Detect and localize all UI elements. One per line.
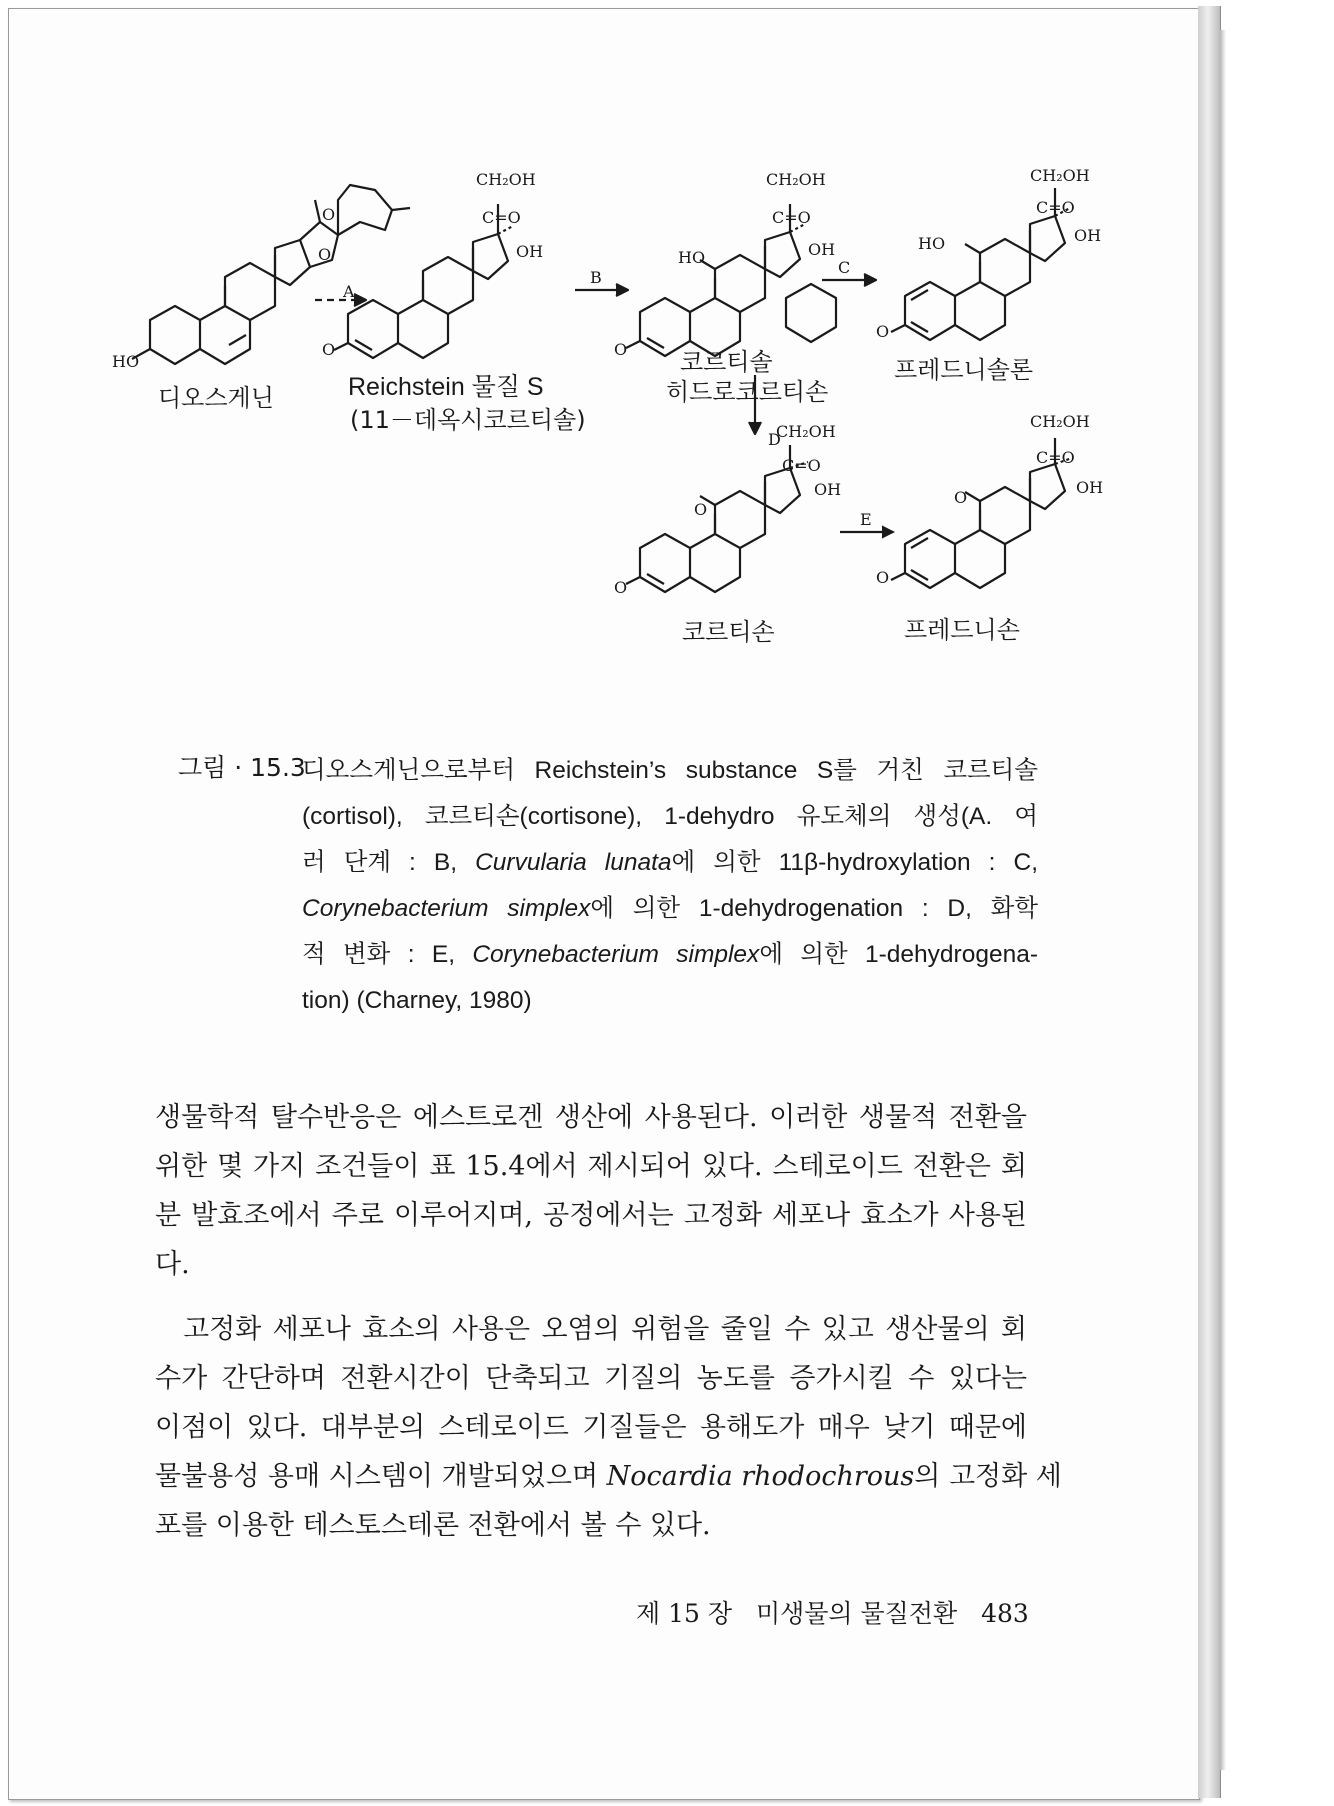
cortisone-o11: O [694, 500, 708, 519]
caption-segment: 에 의한 1-dehydrogenation : D, 화학 [590, 895, 1038, 922]
text-line: 수가 간단하며 전환시간이 단축되고 기질의 농도를 증가시킬 수 있다는 [155, 1363, 1027, 1394]
steroid-conversion-figure [110, 160, 1110, 660]
cortisone-oh: OH [814, 480, 842, 499]
text-line: 포를 이용한 테스토스테론 전환에서 볼 수 있다. [155, 1510, 711, 1541]
text-line [155, 1452, 1062, 1501]
caption-species: Corynebacterium simplex [302, 895, 591, 922]
label-cortisol-alt: 히드로코르티손 [666, 378, 829, 406]
running-footer [636, 1594, 1029, 1630]
text-line: 고정화 세포나 효소의 사용은 오염의 위험을 줄일 수 있고 생산물의 회 [183, 1314, 1027, 1345]
cortisone-ch2oh: CH₂OH [776, 422, 836, 441]
arrow-c-label: C [838, 258, 851, 277]
text-segment: 물불용성 용매 시스템이 개발되었으며 [155, 1461, 607, 1492]
label-diosgenin: 디오스게닌 [158, 384, 274, 412]
prednisolone-ch2oh: CH₂OH [1030, 166, 1090, 185]
footer-title: 미생물의 물질전환 [755, 1599, 958, 1628]
text-segment: 의 고정화 세 [914, 1461, 1062, 1492]
page-number: 483 [981, 1599, 1029, 1628]
caption-segment: 에 의한 1-dehydrogena- [759, 941, 1038, 968]
text-line: 생물학적 탈수반응은 에스트로겐 생산에 사용된다. 이러한 생물적 전환을 [155, 1102, 1027, 1133]
cortisone-rings [626, 445, 808, 592]
caption-species: Curvularia lunata [475, 849, 672, 876]
caption-line [302, 932, 1038, 978]
substance-s-o: O [322, 340, 336, 359]
prednisone-co: C=O [1036, 448, 1075, 467]
text-line: 위한 몇 가지 조건들이 표 15.4에서 제시되어 있다. 스테로이드 전환은 회 [155, 1151, 1027, 1182]
page-edge [1198, 6, 1221, 1798]
prednisolone-rings [790, 188, 1070, 344]
substance-s-structure [334, 204, 513, 358]
page-edge-shadow [1220, 30, 1226, 1770]
cortisol-o: O [614, 340, 628, 359]
caption-line: (cortisol), 코르티손(cortisone), 1-dehydro 유도체의 생성(A. 여 [302, 803, 1038, 830]
cortisone-co: C=O [782, 456, 821, 475]
diosgenin-o2: O [322, 205, 336, 224]
caption-segment: 러 단계 : B, [302, 849, 476, 876]
caption-line [302, 886, 1038, 932]
cortisol-ch2oh: CH₂OH [766, 170, 826, 189]
prednisone-oh: OH [1076, 478, 1104, 497]
prednisolone-oh: OH [1074, 226, 1102, 245]
label-prednisone: 프레드니손 [904, 616, 1020, 644]
arrow-d-label: D [768, 430, 781, 449]
prednisone-o3: O [876, 568, 890, 587]
text-line: 다. [155, 1249, 190, 1280]
diosgenin-o1: O [318, 245, 332, 264]
caption-line: tion) (Charney, 1980) [302, 987, 532, 1014]
diosgenin-structure [132, 185, 410, 364]
paragraph-1 [155, 1093, 1027, 1289]
caption-segment: 적 변화 : E, [302, 941, 473, 968]
prednisolone-ho: HO [918, 234, 946, 253]
arrow-a-label: A [343, 282, 355, 301]
label-cortisone: 코르티손 [682, 618, 775, 646]
prednisolone-o: O [876, 322, 890, 341]
arrow-e-label: E [860, 510, 872, 529]
caption-line [302, 840, 1038, 886]
prednisone-ch2oh: CH₂OH [1030, 412, 1090, 431]
substance-s-ch2oh: CH₂OH [476, 170, 536, 189]
cortisol-ho: HO [678, 248, 706, 267]
cortisol-co: C=O [772, 208, 811, 227]
body-text [155, 1093, 1062, 1550]
paragraph-2 [155, 1305, 1062, 1550]
substance-s-co: C=O [482, 208, 521, 227]
cortisone-o3: O [614, 578, 628, 597]
label-cortisol: 코르티솔 [680, 348, 773, 376]
substance-s-oh: OH [516, 242, 544, 261]
label-substance-s: Reichstein 물질 S [348, 373, 544, 401]
caption-species: Corynebacterium simplex [472, 941, 760, 968]
caption-segment: 에 의한 11β-hydroxylation : C, [671, 849, 1039, 876]
caption-line: 디오스게닌으로부터 Reichstein’s substance S를 거친 코르티솔 [302, 757, 1038, 784]
prednisone-o11: O [954, 488, 968, 507]
text-line: 이점이 있다. 대부분의 스테로이드 기질들은 용해도가 매우 낮기 때문에 [155, 1412, 1027, 1443]
label-prednisolone: 프레드니솔론 [894, 356, 1034, 384]
text-line: 분 발효조에서 주로 이루어지며, 공정에서는 고정화 세포나 효소가 사용된 [155, 1200, 1027, 1231]
arrow-b-label: B [590, 268, 602, 287]
label-substance-s-alt: (11－데옥시코르티솔) [350, 406, 586, 434]
cortisol-oh: OH [808, 240, 836, 259]
footer-chapter: 제 15 장 [636, 1599, 733, 1628]
caption-text [302, 748, 1038, 1024]
diosgenin-ho: HO [112, 352, 140, 371]
caption-number: 그림 · 15.3 [178, 753, 306, 782]
prednisolone-co: C=O [1036, 198, 1075, 217]
species-name: Nocardia rhodochrous [606, 1461, 915, 1492]
